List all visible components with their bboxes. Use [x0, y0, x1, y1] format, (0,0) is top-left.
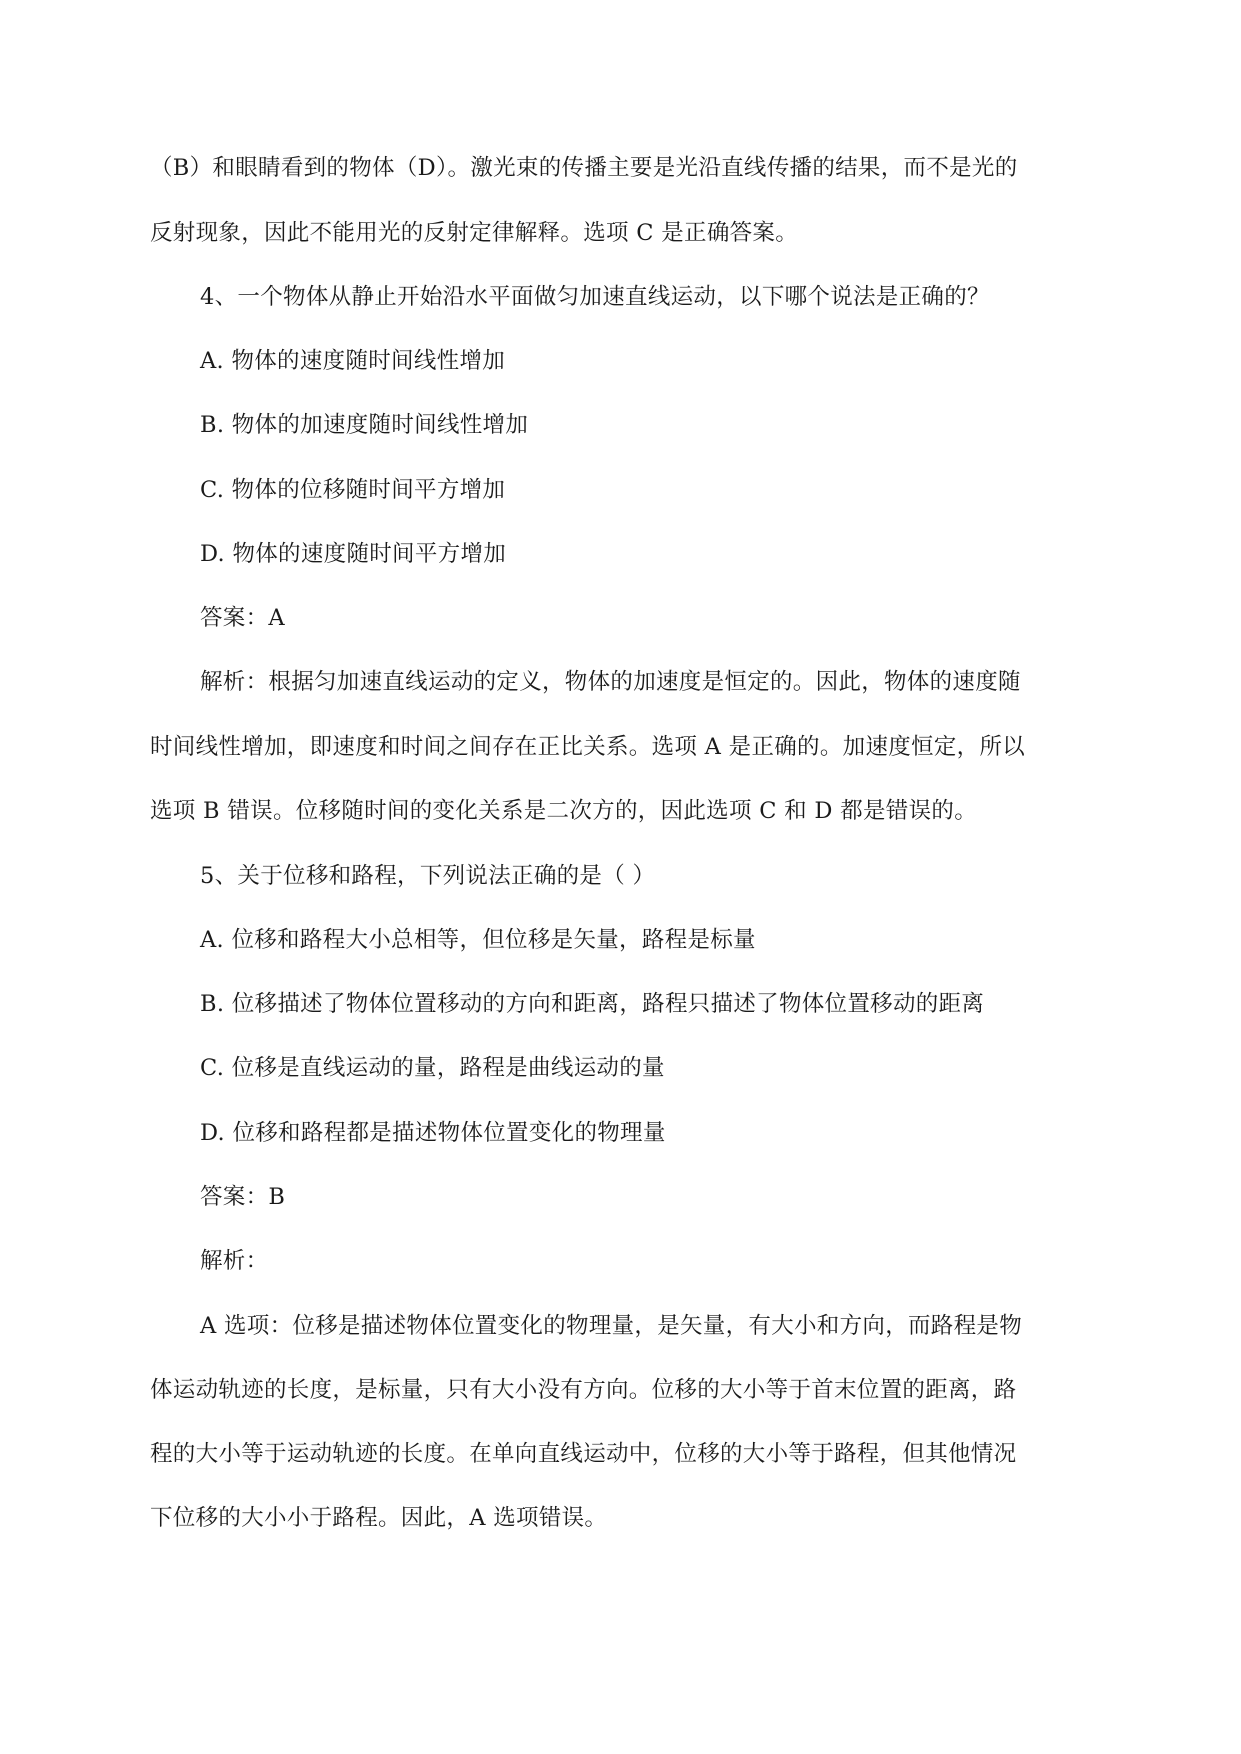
answer-line: 答案：B: [200, 1184, 286, 1210]
question-stem: 4、一个物体从静止开始沿水平面做匀加速直线运动，以下哪个说法是正确的？: [200, 284, 990, 310]
explanation-line: 时间线性增加，即速度和时间之间存在正比关系。选项 A 是正确的。加速度恒定，所以: [150, 734, 1026, 760]
option-line: D. 位移和路程都是描述物体位置变化的物理量: [200, 1120, 666, 1146]
answer-line: 答案：A: [200, 605, 285, 631]
option-line: B. 位移描述了物体位置移动的方向和距离，路程只描述了物体位置移动的距离: [200, 991, 985, 1017]
explanation-heading: 解析：: [200, 1248, 269, 1274]
option-line: A. 物体的速度随时间线性增加: [200, 348, 506, 374]
option-line: A. 位移和路程大小总相等，但位移是矢量，路程是标量: [200, 927, 756, 953]
explanation-line: 程的大小等于运动轨迹的长度。在单向直线运动中，位移的大小等于路程，但其他情况: [150, 1441, 1017, 1467]
explanation-line: 体运动轨迹的长度，是标量，只有大小没有方向。位移的大小等于首末位置的距离，路: [150, 1377, 1017, 1403]
text-line: 反射现象，因此不能用光的反射定律解释。选项 C 是正确答案。: [150, 220, 799, 246]
text-line: （B）和眼睛看到的物体（D）。激光束的传播主要是光沿直线传播的结果，而不是光的: [150, 155, 1018, 181]
explanation-line: 下位移的大小小于路程。因此，A 选项错误。: [150, 1505, 608, 1531]
option-line: C. 位移是直线运动的量，路程是曲线运动的量: [200, 1055, 665, 1081]
explanation-line: A 选项：位移是描述物体位置变化的物理量，是矢量，有大小和方向，而路程是物: [200, 1313, 1023, 1339]
explanation-line: 解析：根据匀加速直线运动的定义，物体的加速度是恒定的。因此，物体的速度随: [200, 669, 1021, 695]
option-line: D. 物体的速度随时间平方增加: [200, 541, 507, 567]
option-line: B. 物体的加速度随时间线性增加: [200, 412, 529, 438]
question-stem: 5、关于位移和路程，下列说法正确的是（ ）: [200, 863, 656, 889]
option-line: C. 物体的位移随时间平方增加: [200, 477, 506, 503]
explanation-line: 选项 B 错误。位移随时间的变化关系是二次方的，因此选项 C 和 D 都是错误的。: [150, 798, 978, 824]
